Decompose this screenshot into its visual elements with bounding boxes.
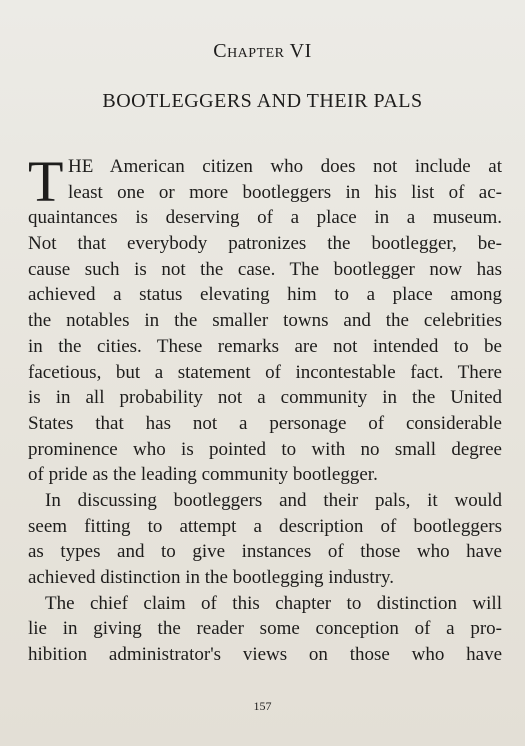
text-line: HE American citizen who does not include at (68, 156, 502, 177)
text-line: lie in giving the reader some conception of a pro- (28, 618, 502, 640)
text-line: is in all probability not a community in the United (28, 387, 502, 409)
text-line: The chief claim of this chapter to distinction will (45, 592, 502, 614)
page-number: 157 (253, 699, 272, 713)
text-line: least one or more bootleggers in his list of ac- (68, 181, 502, 203)
chapter-label: Chapter VI (213, 40, 312, 62)
text-line: States that has not a personage of considerable (28, 412, 502, 434)
chapter-title: BOOTLEGGERS AND THEIR PALS (102, 90, 423, 112)
text-line: facetious, but a statement of incontestable fact. There (28, 361, 502, 383)
body-text (28, 149, 502, 668)
text-line: seem fitting to attempt a description of bootleggers (28, 515, 502, 537)
drop-cap: T (28, 149, 64, 214)
text-line: of pride as the leading community bootlegger. (28, 464, 378, 486)
text-line: hibition administrator's views on those who have (28, 644, 502, 666)
text-line: the notables in the smaller towns and the celebrities (28, 310, 502, 332)
text-line: cause such is not the case. The bootlegger now has (28, 258, 502, 280)
text-line: In discussing bootleggers and their pals, it would (45, 489, 502, 511)
text-line: achieved distinction in the bootlegging industry. (28, 567, 395, 588)
text-line: as types and to give instances of those who have (28, 541, 502, 563)
text-line: in the cities. These remarks are not intended to be (28, 335, 502, 357)
text-line: prominence who is pointed to with no small degree (28, 438, 502, 460)
text-line: quaintances is deserving of a place in a museum. (28, 207, 502, 229)
text-line: Not that everybody patronizes the bootlegger, be- (28, 233, 502, 255)
text-line: achieved a status elevating him to a place among (28, 284, 502, 306)
